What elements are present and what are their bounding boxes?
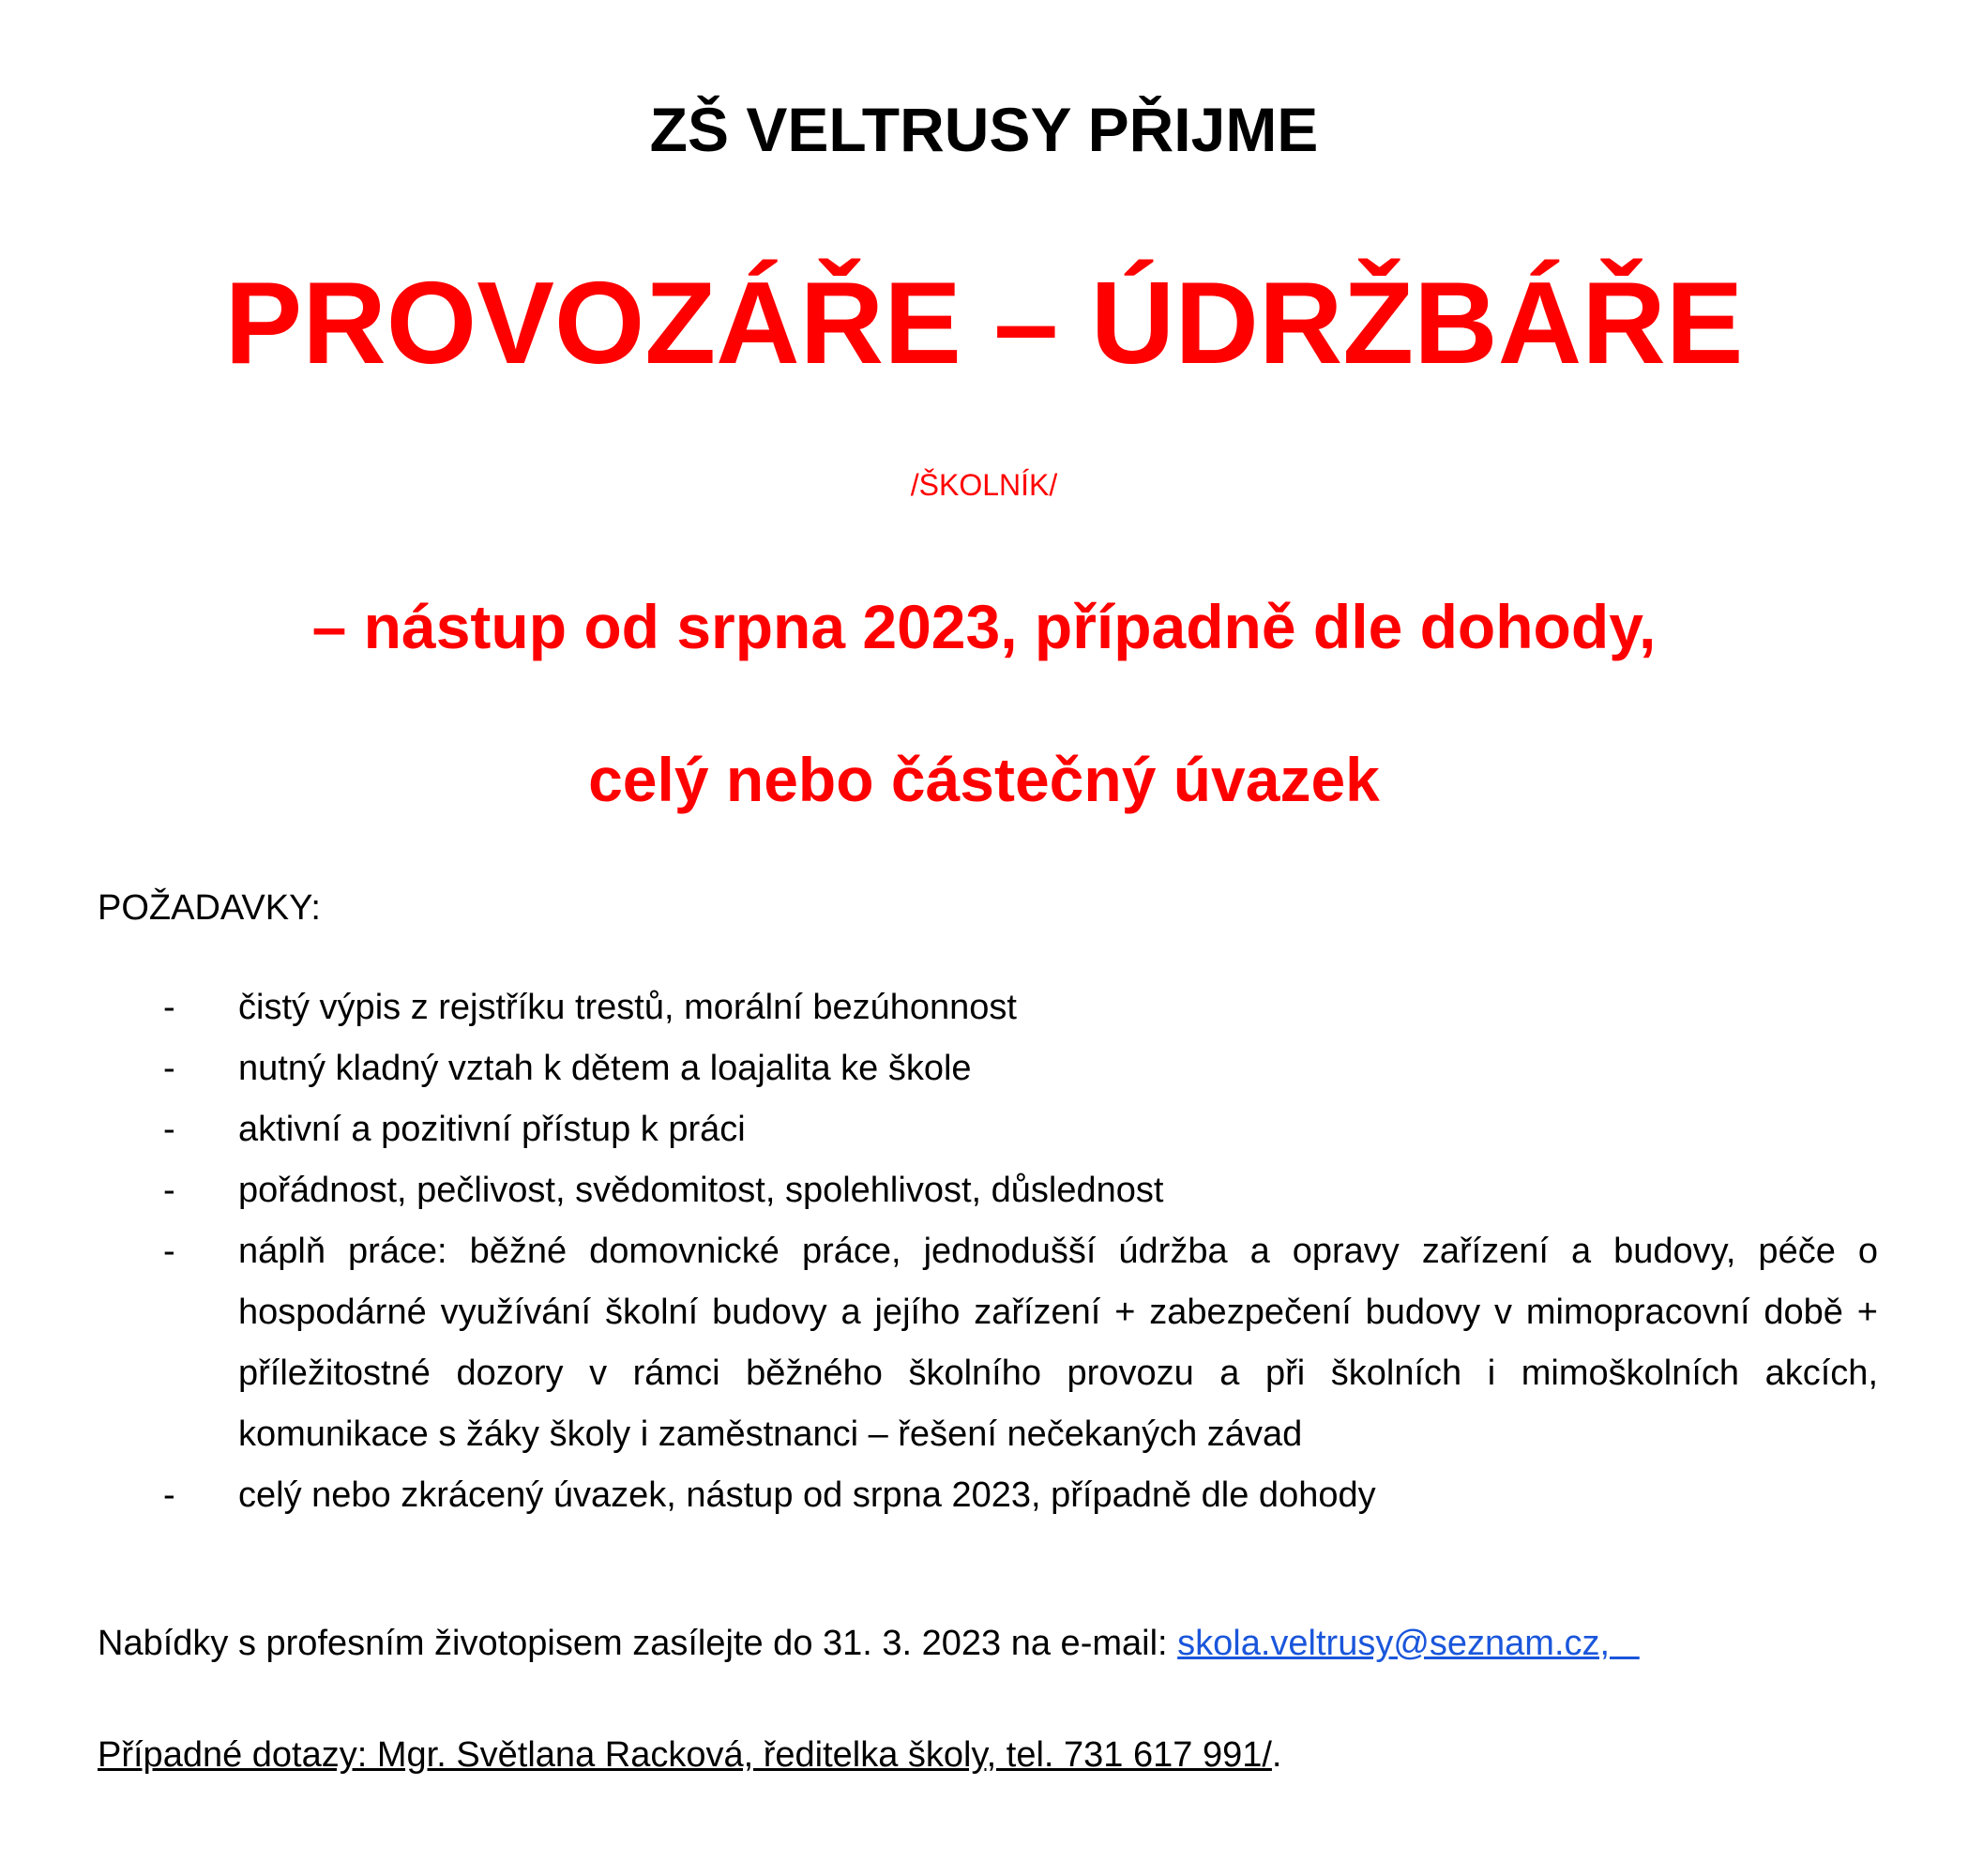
application-text: Nabídky s profesním životopisem zasílejte do 31. 3. 2023 na e-mail: [98,1624,1178,1663]
posting-heading: ZŠ VELTRUSY PŘIJME [649,95,1319,164]
requirement-text: celý nebo zkrácený úvazek, nástup od srpna 2023, případně dle dohody [238,1475,1376,1515]
requirement-text: pořádnost, pečlivost, svědomitost, spolehlivost, důslednost [238,1171,1164,1210]
requirement-text: aktivní a pozitivní přístup k práci [238,1110,746,1149]
list-bullet: - [163,1171,175,1210]
list-bullet: - [163,1049,175,1088]
list-item [0,1221,1968,1465]
requirements-heading: POŽADAVKY: [98,888,321,928]
requirement-text: čistý výpis z rejstříku trestů, morální bezúhonnost [238,988,1017,1027]
contact-text: Případné dotazy: Mgr. Světlana Racková, ředitelka školy, tel. 731 617 991/ [98,1735,1272,1775]
list-bullet: - [163,988,175,1027]
email-link[interactable]: skola.veltrusy@seznam.cz, [1177,1624,1640,1663]
list-item [0,977,1968,1038]
list-bullet: - [163,1110,175,1149]
requirements-list [0,977,1968,1526]
start-date-line: – nástup od srpna 2023, případně dle dohody, [311,592,1657,661]
job-title: PROVOZÁŘE – ÚDRŽBÁŘE [224,259,1744,388]
contact-end: . [1271,1735,1282,1775]
application-instructions [98,1620,1640,1667]
list-item [0,1099,1968,1160]
list-item [0,1038,1968,1099]
list-bullet: - [163,1475,175,1515]
list-item [0,1160,1968,1221]
requirement-text: nutný kladný vztah k dětem a loajalita ke škole [238,1049,972,1088]
contract-type-line: celý nebo částečný úvazek [588,745,1380,814]
list-item [0,1465,1968,1526]
list-bullet: - [163,1232,175,1271]
contact-info [98,1732,1281,1778]
job-subtitle: /ŠKOLNÍK/ [910,468,1058,502]
requirement-text: náplň práce: běžné domovnické práce, jednodušší údržba a opravy zařízení a budovy, péče o hospodárné využívání školní budovy a jejího zařízení + zabezpečení budovy v mimopracovní době + příležitostné dozory v rámci běžného školního provozu a při školních i mimoškolních akcích, komunikace s žáky školy i zaměstnanci – řešení nečekaných závad [238,1232,1878,1454]
